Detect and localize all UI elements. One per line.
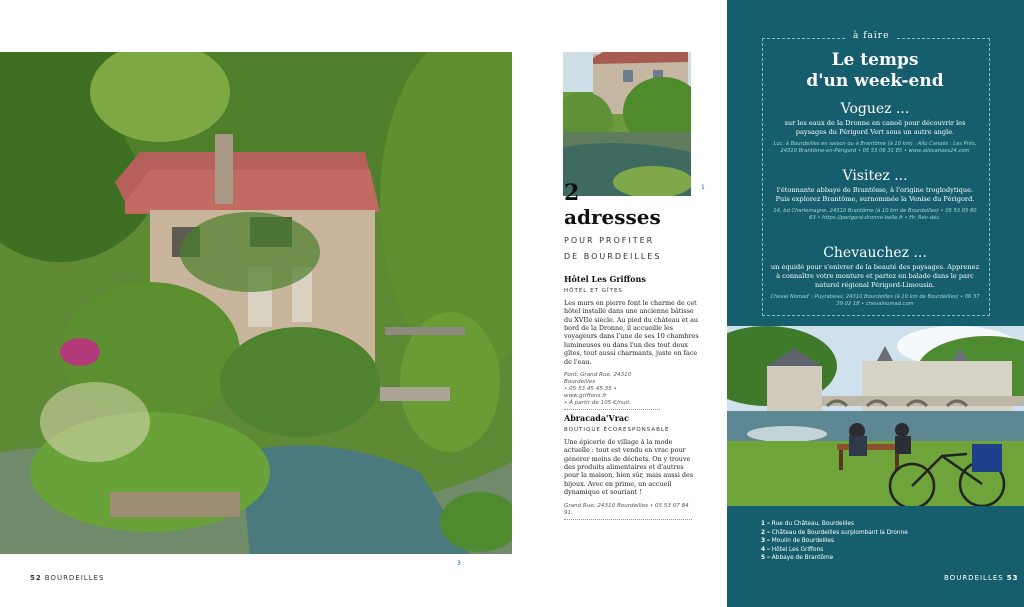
feature-number: 2 [564, 180, 580, 206]
caption-mark-3: 3 [457, 560, 461, 567]
venue-abracadavrac [564, 414, 700, 520]
activity-heading: Visitez ... [842, 168, 908, 184]
street-illustration [563, 52, 691, 196]
legend-item [761, 554, 908, 563]
page-number-right: 53 [1006, 574, 1019, 582]
activity-text: un équidé pour s'enivrer de la beauté des paysages. Apprenez à connaître votre monture et partez en balade dans le parc naturel régional Périgord-Limousin. [770, 263, 980, 289]
venue-name: Hôtel Les Griffons [564, 274, 646, 284]
section-name-right: BOURDEILLES [944, 574, 1004, 582]
section-name-left: BOURDEILLES [44, 574, 105, 582]
legend-text: Abbaye de Brantôme [771, 555, 834, 561]
activity-info: 14, bd Charlemagne, 24310 Brantôme (à 10 km de Bourdeilles) • 05 53 05 80 63 • https://perigord-dronne-belle.fr • Hr. Rév-déc. [773, 208, 977, 221]
kicker-line-1: POUR PROFITER [564, 236, 655, 245]
activity-info: Loc. à Bourdeilles en saison ou à Brantôme (à 10 km) : Allo Canoës : Les Prés, 24310 Brantôme-en-Périgord • 05 53 06 31 85 • www.allocanoes24.com [773, 141, 977, 154]
legend-number: 2 – [761, 529, 770, 536]
activity-heading: Voguez ... [840, 101, 910, 117]
sidebar-title-line-1: Le temps [831, 50, 919, 70]
activity-text: sur les eaux de la Dronne en canoë pour découvrir les paysages du Périgord Vert sous un autre angle. [784, 119, 966, 136]
legend-item [761, 520, 908, 529]
venue-info-line-3: • À partir de 105 €/nuit. [564, 400, 632, 407]
legend-item [761, 546, 908, 555]
sidebar-title-line-2: d'un week-end [806, 71, 944, 91]
caption-mark-1: 1 [701, 184, 705, 191]
sidebar-kicker: à faire [847, 31, 895, 41]
chateau-illustration [727, 326, 1024, 506]
caption-mark-2: 2 [984, 512, 988, 519]
legend-text: Moulin de Bourdeilles [771, 538, 834, 544]
legend-text: Château de Bourdeilles surplombant la Dronne [771, 529, 908, 536]
legend-number: 4 – [761, 546, 770, 553]
activity-chevauchez [770, 245, 980, 308]
activity-visitez [770, 168, 980, 222]
venue-info-line-2: • 05 53 45 45 35 • www.griffons.fr [564, 386, 617, 400]
activity-info: Cheval Nomad' : Puyrabeau, 24310 Bourdeilles (à 10 km de Bourdeilles) • 06 37 39 02 18 • chevalnomad.com [770, 294, 980, 307]
feature-kicker [564, 233, 704, 265]
venue-name: Abracada'Vrac [564, 413, 629, 423]
legend-text: Rue du Château, Bourdeilles [771, 521, 855, 527]
legend-text: Hôtel Les Griffons [771, 546, 824, 553]
venue-info-line-1: Grand Rue, 24310 Bourdeilles • 05 53 07 84 91. [564, 502, 689, 516]
mill-illustration [0, 52, 512, 554]
photo-legend [761, 520, 908, 563]
chateau-photo [727, 326, 1024, 506]
street-photo [563, 52, 691, 196]
venue-tag: BOUTIQUE ÉCORESPONSABLE [564, 427, 670, 434]
sidebar-title [762, 50, 988, 92]
page-number-left: 52 [30, 574, 42, 582]
legend-number: 3 – [761, 538, 770, 544]
legend-number: 1 – [761, 521, 770, 527]
legend-number: 5 – [761, 555, 770, 561]
venue-body: Une épicerie de village à la mode actuelle : tout est vendu en vrac pour générer moins de déchets. On y trouve des produits alimentaires et d'autres pour la maison, bien sûr, mais aussi des bijoux. Avec en prime, un accueil dynamique et souriant ! [564, 437, 694, 497]
folio-left [30, 574, 104, 582]
venue-info [564, 503, 692, 520]
activity-heading: Chevauchez ... [823, 245, 927, 261]
activity-voguez [770, 101, 980, 155]
venue-griffons [564, 275, 700, 410]
mill-photo [0, 52, 512, 554]
legend-item [761, 537, 908, 546]
folio-right [944, 574, 1018, 582]
activity-text: l'étonnante abbaye de Brantôme, à l'origine troglodytique. Puis explorez Brantôme, surnommée la Venise du Périgord. [775, 186, 975, 203]
venue-tag: HÔTEL ET GÎTES [564, 288, 623, 295]
kicker-line-2: DE BOURDEILLES [564, 252, 662, 261]
venue-info-line-1: Pont, Grand Rue, 24310 Bourdeilles [564, 372, 632, 386]
venue-body: Les murs en pierre font le charme de cet hôtel installé dans une ancienne bâtisse du XVIIe siècle. Au pied du château et au bord de la Dronne, il accueille les voyageurs dans l'une de ses 10 chambres lumineuses ou dans l'un des tout deux gîtes, tout aussi charmants, juste en face de l'eau. [564, 298, 699, 366]
venue-info [564, 372, 660, 410]
legend-item [761, 529, 908, 538]
feature-title: adresses [564, 205, 661, 229]
